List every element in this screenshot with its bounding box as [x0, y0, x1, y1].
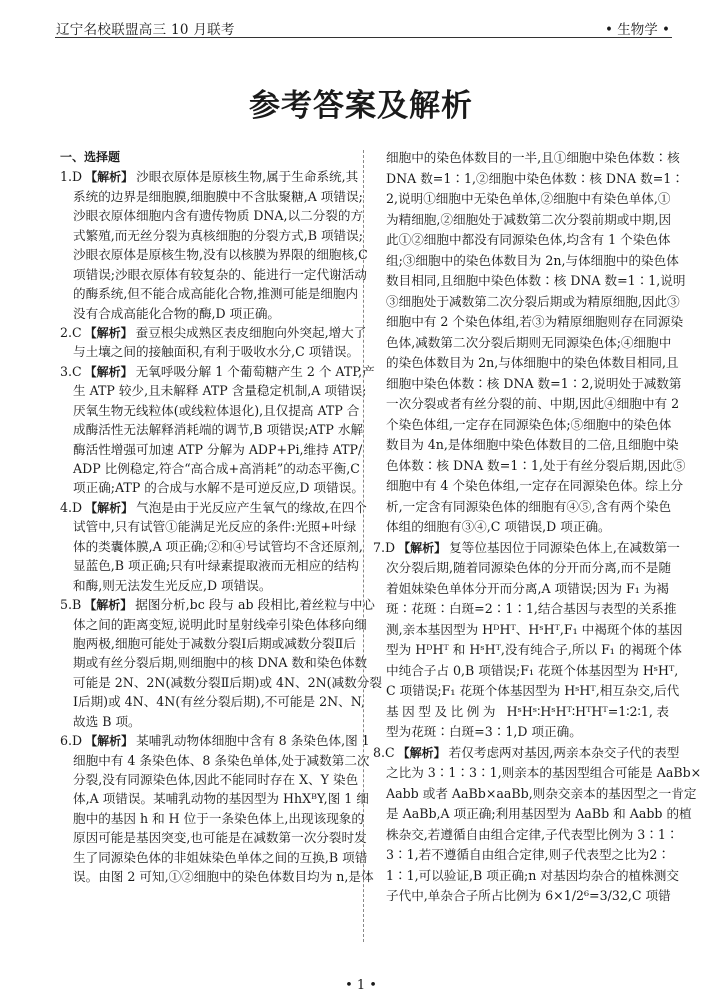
text-line: 系统的边界是细胞膜,细胞膜中不含肽聚糖,A 项错误; — [73, 188, 363, 204]
text-line: 沙眼衣原体细胞内含有遗传物质 DNA,以二分裂的方 — [73, 208, 364, 224]
analysis-label: 【解析】 — [84, 364, 133, 379]
text-line: Aabb 或者 AaBb×aaBb,则杂交亲本的基因型之一肯定 — [386, 785, 697, 801]
text-line: 气泡是由于光反应产生氧气的缘故,在四个 — [136, 499, 367, 515]
text-line: 测,亲本基因型为 HᴰHᵀ、HˢHᵀ,F₁ 中褐斑个体的基因 — [386, 621, 683, 637]
text-line: 一次分裂或者有丝分裂的前、中期,因此④细胞中有 2 — [386, 396, 680, 411]
text-line: 项错误;沙眼衣原体有较复杂的、能进行一定代谢活动 — [73, 266, 367, 282]
text-line: 体之间的距离变短,说明此时星射线牵引染色体移向细 — [73, 616, 367, 632]
text-line: C 项错误;F₁ 花斑个体基因型为 HˢHᵀ,相互杂交,后代 — [386, 683, 680, 698]
answer-number: 8.C — [373, 744, 395, 760]
analysis-label: 【解析】 — [84, 325, 133, 340]
text-line: 此①②细胞中都没有同源染色体,均含有 1 个染色体 — [386, 232, 671, 247]
text-line: 色体,减数第二次分裂后期则无同源染色体;④细胞中 — [386, 334, 672, 350]
text-line: ADP 比例稳定,符合“高合成+高消耗”的动态平衡,C — [73, 461, 360, 476]
text-line: 细胞中有 4 条染色体、8 条染色单体,处于减数第二次 — [73, 752, 370, 768]
right-column — [373, 148, 702, 907]
page-number: • 1 • — [345, 978, 377, 993]
text-line: 之比为 3∶1∶3∶1,则亲本的基因型组合可能是 AaBb× — [386, 765, 702, 780]
text-line: 试管中,只有试管①能满足光反应的条件:光照+叶绿 — [73, 519, 357, 535]
text-line: 型为花斑∶白斑=3∶1,D 项正确。 — [386, 724, 582, 739]
text-line: 故选 B 项。 — [73, 713, 141, 729]
text-line: 体的类囊体膜,A 项正确;②和④号试管均不含还原剂, — [73, 538, 363, 554]
text-line: 型为 HᴰHᵀ 和 HˢHᵀ,没有纯合子,所以 F₁ 的褐斑个体 — [386, 642, 682, 657]
page-title: 参考答案及解析 — [249, 88, 473, 124]
text-line: 体,A 项错误。某哺乳动物的基因型为 HhXᴮY,图 1 细 — [73, 791, 369, 807]
text-line: 胞中的基因 h 和 H 位于一条染色体上,出现该现象的 — [73, 810, 364, 826]
text-line: 厌氧生物无线粒体(或线粒体退化),且仅提高 ATP 合 — [73, 402, 360, 418]
text-line: 沙眼衣原体是原核生物,属于生命系统,其 — [136, 169, 359, 185]
text-line: 数目相同,且细胞中染色体数∶核 DNA 数=1∶1,说明 — [386, 273, 686, 288]
answer-item-start — [60, 167, 359, 186]
header-rule — [55, 37, 672, 38]
text-line: 无氧呼吸分解 1 个葡萄糖产生 2 个 ATP,产 — [135, 363, 375, 379]
text-line: 的染色体数目为 2n,与体细胞中的染色体数目相同,且 — [386, 355, 679, 370]
header-exam-name: 辽宁名校联盟高三 10 月联考 — [56, 22, 235, 38]
text-line: 项正确;ATP 的合成与水解不是可逆反应,D 项错误。 — [73, 480, 364, 496]
text-line: 胞两极,细胞可能处于减数分裂Ⅰ后期或减数分裂Ⅱ后 — [73, 635, 356, 651]
answer-number: 3.C — [60, 363, 82, 379]
text-line: 组;③细胞中的染色体数目为 2n,与体细胞中的染色体 — [386, 252, 679, 268]
text-line: 为精细胞,②细胞处于减数第二次分裂前期或中期,因 — [386, 211, 672, 227]
text-line: 生了同源染色体的非姐妹染色单体之间的互换,B 项错 — [73, 849, 368, 865]
text-line: 个染色体组,一定存在同源染色体;⑤细胞中的染色体 — [386, 416, 672, 432]
text-line: 1∶1,可以验证,B 项正确;n 对基因均杂合的植株测交 — [386, 867, 679, 883]
text-line: 显蓝色,B 项正确;只有叶绿素提取液而无相应的结构 — [73, 558, 359, 574]
text-line: 细胞中有 2 个染色体组,若③为精原细胞则存在同源染 — [386, 314, 684, 329]
header-subject: • 生物学 • — [604, 22, 670, 38]
text-line: 2,说明①细胞中无染色单体,②细胞中有染色单体,① — [386, 191, 671, 206]
text-line: 误。由图 2 可知,①②细胞中的染色体数目均为 n,是体 — [73, 869, 374, 885]
text-line: 沙眼衣原体是原核生物,没有以核膜为界限的细胞核,C — [73, 247, 368, 263]
text-line: 是 AaBb,A 项正确;利用基因型为 AaBb 和 Aabb 的植 — [386, 806, 692, 821]
text-line: 可能是 2N、2N(减数分裂Ⅱ后期)或 4N、2N(减数分裂 — [73, 674, 382, 690]
text-line: 酶活性增强可加速 ATP 分解为 ADP+Pi,维持 ATP/ — [73, 441, 363, 457]
section-heading: 一、选择题 — [60, 150, 121, 164]
analysis-label: 【解析】 — [397, 745, 446, 760]
left-column — [60, 148, 382, 887]
analysis-label: 【解析】 — [85, 500, 134, 515]
text-line: 期或有丝分裂后期,则细胞中的核 DNA 数和染色体数 — [73, 655, 368, 671]
answer-number: 1.D — [60, 169, 83, 185]
text-line: ③细胞处于减数第二次分裂后期或为精原细胞,因此③ — [386, 293, 680, 309]
answer-item-start — [60, 362, 375, 381]
column-divider — [363, 150, 364, 942]
text-line: 原因可能是基因突变,也可能是在减数第一次分裂时发 — [73, 830, 367, 846]
text-line: 析,一定含有同源染色体的细胞有④⑤,含有两个染色 — [386, 498, 672, 514]
answer-item-start — [60, 731, 370, 750]
answer-item-start — [60, 498, 367, 517]
text-line: 的酶系统,但不能合成高能化合物,推测可能是细胞内 — [73, 286, 359, 302]
text-line: 体组的细胞有③④,C 项错误,D 项正确。 — [386, 519, 611, 534]
text-line: DNA 数=1∶1,②细胞中染色体数∶核 DNA 数=1∶ — [386, 170, 684, 186]
text-line: 株杂交,若遵循自由组合定律,子代表型比例为 3∶1∶ — [386, 826, 679, 842]
answer-item-start — [60, 595, 375, 614]
answer-number: 6.D — [60, 733, 83, 749]
text-line: 若仅考虑两对基因,两亲本杂交子代的表型 — [448, 744, 680, 760]
text-line: 据图分析,bc 段与 ab 段相比,着丝粒与中心 — [135, 597, 375, 613]
text-line: 没有合成高能化合物的酶,D 项正确。 — [73, 305, 281, 321]
text-line: 基因型及比例为 HˢHˢ∶HˢHᵀ∶HᵀHᵀ=1∶2∶1,表 — [386, 703, 669, 719]
answer-item-start — [373, 743, 680, 764]
text-line: 复等位基因位于同源染色体上,在减数第一 — [449, 539, 680, 555]
analysis-label: 【解析】 — [85, 170, 134, 185]
answer-number: 5.B — [60, 597, 82, 613]
text-line: 细胞中染色体数∶核 DNA 数=1∶2,说明处于减数第 — [386, 375, 682, 391]
answer-number: 4.D — [60, 499, 83, 515]
text-line: Ⅰ后期)或 4N、4N(有丝分裂后期),不可能是 2N、N, — [73, 694, 365, 710]
analysis-label: 【解析】 — [85, 734, 134, 749]
text-line: 式繁殖,而无丝分裂为真核细胞的分裂方式,B 项错误; — [73, 227, 363, 243]
text-line: 色体数∶核 DNA 数=1∶1,处于有丝分裂后期,因此⑤ — [386, 457, 686, 473]
text-line: 与土壤之间的接触面积,有利于吸收水分,C 项错误。 — [73, 344, 360, 360]
text-line: 细胞中的染色体数目的一半,且①细胞中染色体数∶核 — [386, 150, 680, 165]
analysis-label: 【解析】 — [398, 540, 447, 555]
text-line: 分裂,没有同源染色体,因此不能同时存在 X、Y 染色 — [73, 772, 359, 787]
text-line: 生 ATP 较少,且未解释 ATP 含量稳定机制,A 项错误; — [73, 383, 367, 399]
text-line: 子代中,单杂合子所占比例为 6×1/2⁶=3/32,C 项错 — [386, 888, 671, 903]
text-line: 斑∶花斑∶白斑=2∶1∶1,结合基因与表型的关系推 — [386, 601, 677, 616]
text-line: 某哺乳动物体细胞中含有 8 条染色体,图 1 — [136, 733, 370, 749]
answer-number: 2.C — [60, 324, 82, 340]
text-line: 中纯合子占 0,B 项错误;F₁ 花斑个体基因型为 HˢHᵀ, — [386, 662, 679, 678]
answer-item-start — [373, 538, 680, 559]
answer-item-start — [60, 323, 367, 342]
text-line: 次分裂后期,随着同源染色体的分开而分离,而不是随 — [386, 560, 672, 575]
text-line: 蚕豆根尖成熟区表皮细胞向外突起,增大了 — [135, 324, 367, 340]
analysis-label: 【解析】 — [84, 598, 133, 613]
text-line: 数目为 4n,是体细胞中染色体数目的二倍,且细胞中染 — [386, 437, 679, 452]
text-line: 着姐妹染色单体分开而分离,A 项错误;因为 F₁ 为褐 — [386, 580, 669, 596]
text-line: 和酶,则无法发生光反应,D 项错误。 — [73, 577, 272, 593]
text-line: 3∶1,若不遵循自由组合定律,则子代表型之比为2∶ — [386, 847, 670, 862]
text-line: 细胞中有 4 个染色体组,一定存在同源染色体。综上分 — [386, 478, 684, 493]
text-line: 成酶活性无法解释消耗端的调节,B 项错误;ATP 水解 — [73, 422, 364, 438]
answer-number: 7.D — [373, 539, 396, 555]
